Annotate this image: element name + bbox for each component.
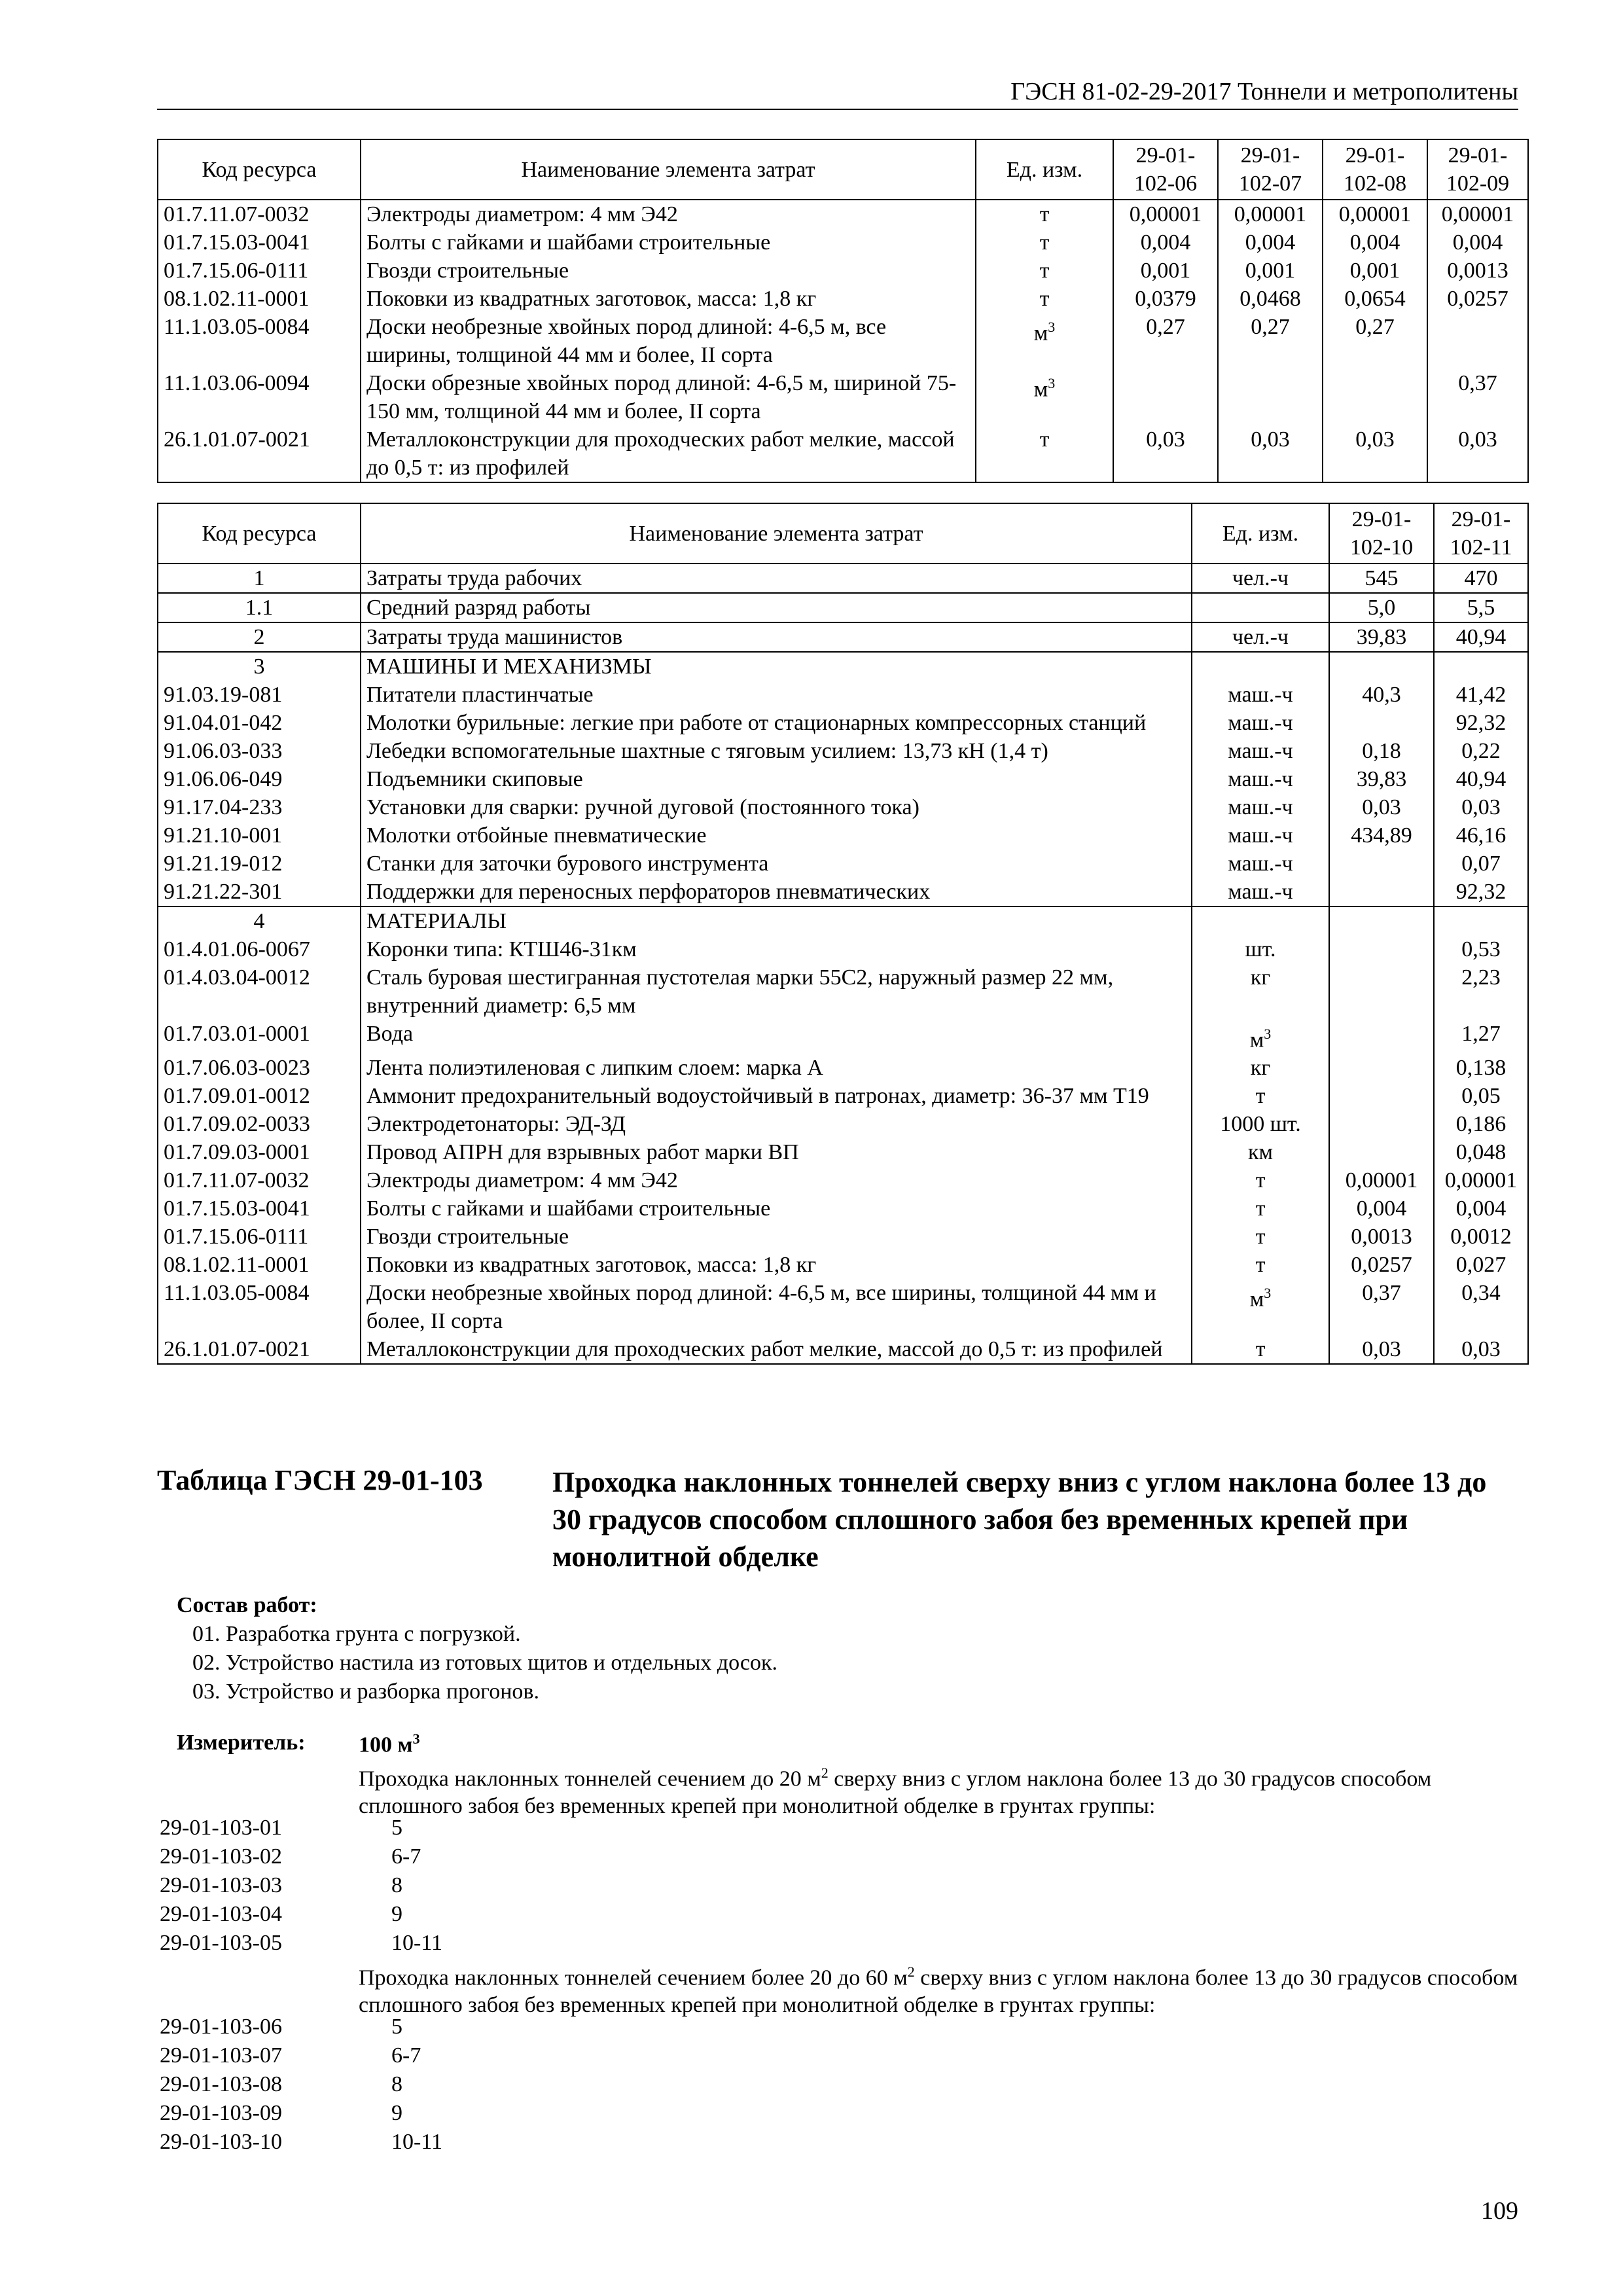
cell-unit: кг [1192,1054,1329,1082]
measure-item-code: 29-01-103-03 [160,1873,282,1897]
measure-description-1: Проходка наклонных тоннелей сечением до 20 $м^2$ сверху вниз с углом наклона более 13 до 30 градусов способом сплошного забоя без временных крепей при монолитной обделке в грунтах группы: [359,1765,1432,1819]
header-code: Код ресурса [158,503,361,564]
cell-unit [1192,652,1329,681]
cell-name: Молотки бурильные: легкие при работе от стационарных компрессорных станций [361,709,1192,737]
cell-value [1329,1138,1434,1166]
cell-value: 0,048 [1434,1138,1528,1166]
cell-code: 08.1.02.11-0001 [158,1251,361,1279]
table-row [158,1251,1528,1279]
table-row [158,564,1528,593]
cell-value: 40,94 [1434,622,1528,652]
cell-value: 0,0654 [1323,285,1427,313]
cell-name: Установки для сварки: ручной дуговой (постоянного тока) [361,793,1192,821]
cell-unit: $м^3$ [976,313,1113,369]
header-name: Наименование элемента затрат [361,503,1192,564]
cell-value: 0,03 [1434,1335,1528,1364]
measure-item-group: 9 [391,2101,402,2125]
cell-code: 91.04.01-042 [158,709,361,737]
table-row [158,1054,1528,1082]
cell-name: Молотки отбойные пневматические [361,821,1192,850]
cell-name: Гвозди строительные [361,257,976,285]
table-row [158,257,1528,285]
table-header-row [158,139,1528,200]
resource-table-1 [157,139,1529,483]
cell-value: 0,00001 [1427,200,1528,228]
table-row [158,1335,1528,1364]
cell-value: 0,0468 [1218,285,1323,313]
header-unit: Ед. изм. [1192,503,1329,564]
cell-value: 0,004 [1329,1194,1434,1223]
cell-name: Лента полиэтиленовая с липким слоем: марка А [361,1054,1192,1082]
table-row [158,652,1528,681]
cell-name: Болты с гайками и шайбами строительные [361,1194,1192,1223]
cell-value: 40,3 [1329,681,1434,709]
cell-name: Поковки из квадратных заготовок, масса: 1,8 кг [361,285,976,313]
measure-item-code: 29-01-103-04 [160,1902,282,1926]
cell-unit: 1000 шт. [1192,1110,1329,1138]
measure-item-group: 10-11 [391,1931,443,1955]
header-name: Наименование элемента затрат [361,139,976,200]
cell-name: Поковки из квадратных заготовок, масса: 1,8 кг [361,1251,1192,1279]
cell-unit: чел.-ч [1192,622,1329,652]
cell-name: Металлоконструкции для проходческих работ мелкие, массой до 0,5 т: из профилей [361,425,976,482]
cell-unit: $м^3$ [1192,1020,1329,1054]
table-header-row [158,503,1528,564]
cell-value: 0,0012 [1434,1223,1528,1251]
cell-code: 01.7.11.07-0032 [158,1166,361,1194]
cell-value: 0,00001 [1113,200,1218,228]
cell-unit: маш.-ч [1192,681,1329,709]
cell-code: 01.7.09.02-0033 [158,1110,361,1138]
work-composition-heading: Состав работ: [177,1593,317,1617]
cell-value [1329,906,1434,935]
cell-name: Электроды диаметром: 4 мм Э42 [361,1166,1192,1194]
measure-item-code: 29-01-103-07 [160,2043,282,2068]
cell-unit: т [1192,1194,1329,1223]
cell-value: 434,89 [1329,821,1434,850]
header-rule [157,109,1518,110]
cell-name: Металлоконструкции для проходческих работ мелкие, массой до 0,5 т: из профилей [361,1335,1192,1364]
table-row [158,737,1528,765]
measure-item-group: 10-11 [391,2130,443,2154]
header-col: 29-01-102-06 [1113,139,1218,200]
cell-unit: т [976,257,1113,285]
cell-value: 0,186 [1434,1110,1528,1138]
cell-value: 545 [1329,564,1434,593]
cell-value [1329,709,1434,737]
cell-name: Доски необрезные хвойных пород длиной: 4-6,5 м, все ширины, толщиной 44 мм и более, II сорта [361,1279,1192,1335]
cell-value [1329,878,1434,906]
cell-value: 0,0257 [1427,285,1528,313]
cell-code: 01.7.15.03-0041 [158,228,361,257]
table-row [158,285,1528,313]
table-body [158,564,1528,1364]
cell-value: 1,27 [1434,1020,1528,1054]
table-row [158,313,1528,369]
cell-value: 0,03 [1427,425,1528,482]
measure-item-code: 29-01-103-08 [160,2072,282,2096]
measure-description-2: Проходка наклонных тоннелей сечением более 20 до 60 $м^2$ сверху вниз с углом наклона более 13 до 30 градусов способом сплошного забоя без временных крепей при монолитной обделке в грунтах группы: [359,1964,1518,2018]
resource-table-2 [157,503,1529,1365]
cell-name: Электродетонаторы: ЭД-ЗД [361,1110,1192,1138]
cell-unit: т [1192,1251,1329,1279]
cell-unit: т [976,228,1113,257]
work-step: 03. Устройство и разборка прогонов. [192,1679,539,1704]
table-row [158,906,1528,935]
cell-value [1218,369,1323,425]
measure-item-group: 6-7 [391,2043,421,2068]
cell-code: 4 [158,906,361,935]
table-row [158,1194,1528,1223]
cell-code: 01.7.09.03-0001 [158,1138,361,1166]
cell-value: 0,27 [1323,313,1427,369]
cell-name: Болты с гайками и шайбами строительные [361,228,976,257]
cell-value [1329,1082,1434,1110]
cell-value: 46,16 [1434,821,1528,850]
cell-code: 3 [158,652,361,681]
table-row [158,765,1528,793]
cell-value: 0,001 [1113,257,1218,285]
table-row [158,963,1528,1020]
cell-name: Затраты труда рабочих [361,564,1192,593]
header-unit: Ед. изм. [976,139,1113,200]
cell-unit: т [1192,1166,1329,1194]
cell-unit: маш.-ч [1192,737,1329,765]
cell-value [1329,1020,1434,1054]
cell-value: 0,027 [1434,1251,1528,1279]
cell-code: 91.21.10-001 [158,821,361,850]
cell-value: 39,83 [1329,765,1434,793]
cell-value [1323,369,1427,425]
page-number: 109 [1481,2197,1518,2225]
cell-name: МАШИНЫ И МЕХАНИЗМЫ [361,652,1192,681]
cell-code: 01.7.09.01-0012 [158,1082,361,1110]
cell-name: Станки для заточки бурового инструмента [361,850,1192,878]
cell-value: 92,32 [1434,878,1528,906]
cell-unit: т [976,200,1113,228]
cell-unit: т [1192,1223,1329,1251]
cell-code: 26.1.01.07-0021 [158,1335,361,1364]
table-row [158,1279,1528,1335]
running-header: ГЭСН 81-02-29-2017 Тоннели и метрополитены [1010,78,1518,105]
measure-item-code: 29-01-103-01 [160,1816,282,1840]
cell-value: 0,03 [1323,425,1427,482]
measure-item-group: 6-7 [391,1844,421,1869]
measure-item-code: 29-01-103-06 [160,2015,282,2039]
cell-name: Провод АПРН для взрывных работ марки ВП [361,1138,1192,1166]
cell-value: 0,27 [1218,313,1323,369]
cell-unit [1192,593,1329,622]
table-row [158,1110,1528,1138]
cell-value: 0,0257 [1329,1251,1434,1279]
cell-code: 01.7.15.06-0111 [158,257,361,285]
cell-value [1427,313,1528,369]
cell-value: 470 [1434,564,1528,593]
table-row [158,200,1528,228]
cell-code: 91.17.04-233 [158,793,361,821]
table-row [158,1020,1528,1054]
cell-unit: т [1192,1082,1329,1110]
cell-value: 0,00001 [1329,1166,1434,1194]
table-row [158,709,1528,737]
cell-unit: шт. [1192,935,1329,963]
cell-value: 5,0 [1329,593,1434,622]
cell-value [1329,963,1434,1020]
cell-value: 0,0379 [1113,285,1218,313]
cell-value [1434,652,1528,681]
cell-value [1113,369,1218,425]
cell-code: 11.1.03.05-0084 [158,313,361,369]
cell-name: Подъемники скиповые [361,765,1192,793]
cell-value: 0,37 [1329,1279,1434,1335]
measure-item-code: 29-01-103-05 [160,1931,282,1955]
cell-value: 39,83 [1329,622,1434,652]
cell-code: 91.21.19-012 [158,850,361,878]
measure-unit: 100 $м^3$ [359,1731,420,1757]
header-code: Код ресурса [158,139,361,200]
cell-code: 26.1.01.07-0021 [158,425,361,482]
cell-unit: км [1192,1138,1329,1166]
cell-value: 0,07 [1434,850,1528,878]
cell-unit: т [976,285,1113,313]
cell-code: 1.1 [158,593,361,622]
cell-unit: маш.-ч [1192,765,1329,793]
cell-code: 01.7.06.03-0023 [158,1054,361,1082]
cell-name: Лебедки вспомогательные шахтные с тяговым усилием: 13,73 кН (1,4 т) [361,737,1192,765]
table-row [158,622,1528,652]
cell-unit [1192,906,1329,935]
cell-value: 0,00001 [1434,1166,1528,1194]
table-row [158,425,1528,482]
cell-value: 0,004 [1218,228,1323,257]
table-caption-text: Проходка наклонных тоннелей сверху вниз с углом наклона более 13 до 30 градусов способом сплошного забоя без временных крепей при монолитной обделке [552,1466,1487,1573]
cell-value: 0,34 [1434,1279,1528,1335]
work-step: 02. Устройство настила из готовых щитов и отдельных досок. [192,1651,778,1675]
cell-value [1329,935,1434,963]
cell-code: 91.03.19-081 [158,681,361,709]
table-row [158,1223,1528,1251]
cell-value: 0,001 [1323,257,1427,285]
table-row [158,935,1528,963]
table-caption-label: Таблица ГЭСН 29-01-103 [157,1464,483,1496]
table-row [158,850,1528,878]
measure-item-group: 9 [391,1902,402,1926]
measure-item-group: 5 [391,2015,402,2039]
measure-item-group: 8 [391,2072,402,2096]
cell-value: 0,03 [1218,425,1323,482]
table-row [158,821,1528,850]
cell-unit: кг [1192,963,1329,1020]
cell-code: 01.7.15.03-0041 [158,1194,361,1223]
cell-value [1329,652,1434,681]
cell-value: 0,22 [1434,737,1528,765]
cell-value: 41,42 [1434,681,1528,709]
cell-name: МАТЕРИАЛЫ [361,906,1192,935]
header-col: 29-01-102-08 [1323,139,1427,200]
header-col: 29-01-102-09 [1427,139,1528,200]
measure-item-code: 29-01-103-09 [160,2101,282,2125]
cell-value: 2,23 [1434,963,1528,1020]
cell-code: 01.4.03.04-0012 [158,963,361,1020]
table-row [158,793,1528,821]
cell-value: 0,004 [1427,228,1528,257]
cell-value: 0,03 [1434,793,1528,821]
cell-code: 11.1.03.05-0084 [158,1279,361,1335]
cell-value: 0,27 [1113,313,1218,369]
cell-unit: $м^3$ [1192,1279,1329,1335]
measure-item-group: 8 [391,1873,402,1897]
cell-code: 11.1.03.06-0094 [158,369,361,425]
cell-code: 91.06.06-049 [158,765,361,793]
cell-code: 01.7.03.01-0001 [158,1020,361,1054]
cell-name: Вода [361,1020,1192,1054]
cell-value: 0,00001 [1323,200,1427,228]
cell-name: Доски необрезные хвойных пород длиной: 4-6,5 м, все ширины, толщиной 44 мм и более, II сорта [361,313,976,369]
cell-name: Аммонит предохранительный водоустойчивый в патронах, диаметр: 36-37 мм Т19 [361,1082,1192,1110]
cell-unit: т [976,425,1113,482]
table-row [158,1138,1528,1166]
cell-unit: маш.-ч [1192,793,1329,821]
cell-unit: маш.-ч [1192,850,1329,878]
table-row [158,681,1528,709]
cell-name: Питатели пластинчатые [361,681,1192,709]
cell-value: 0,05 [1434,1082,1528,1110]
cell-name: Электроды диаметром: 4 мм Э42 [361,200,976,228]
cell-code: 01.4.01.06-0067 [158,935,361,963]
cell-unit: маш.-ч [1192,821,1329,850]
cell-name: Сталь буровая шестигранная пустотелая марки 55С2, наружный размер 22 мм, внутренний диаметр: 6,5 мм [361,963,1192,1020]
cell-code: 08.1.02.11-0001 [158,285,361,313]
cell-value: 0,03 [1329,1335,1434,1364]
header-col: 29-01-102-07 [1218,139,1323,200]
table-row [158,593,1528,622]
cell-code: 01.7.11.07-0032 [158,200,361,228]
cell-value: 0,03 [1113,425,1218,482]
measure-item-group: 5 [391,1816,402,1840]
cell-value: 92,32 [1434,709,1528,737]
cell-value [1329,1110,1434,1138]
cell-name: Поддержки для переносных перфораторов пневматических [361,878,1192,906]
cell-value: 0,37 [1427,369,1528,425]
cell-value: 0,004 [1113,228,1218,257]
table-row [158,1166,1528,1194]
cell-value: 0,0013 [1329,1223,1434,1251]
table-body [158,200,1528,482]
header-col: 29-01-102-10 [1329,503,1434,564]
header-col: 29-01-102-11 [1434,503,1528,564]
table-row [158,228,1528,257]
measure-item-code: 29-01-103-10 [160,2130,282,2154]
cell-code: 91.21.22-301 [158,878,361,906]
cell-code: 1 [158,564,361,593]
cell-name: Доски обрезные хвойных пород длиной: 4-6,5 м, шириной 75-150 мм, толщиной 44 мм и более, II сорта [361,369,976,425]
measure-label: Измеритель: [177,1731,306,1755]
cell-unit: маш.-ч [1192,709,1329,737]
table-row [158,878,1528,906]
measure-item-code: 29-01-103-02 [160,1844,282,1869]
cell-name: Затраты труда машинистов [361,622,1192,652]
cell-value: 0,00001 [1218,200,1323,228]
cell-code: 01.7.15.06-0111 [158,1223,361,1251]
table-row [158,1082,1528,1110]
cell-value: 0,18 [1329,737,1434,765]
cell-unit: маш.-ч [1192,878,1329,906]
work-step: 01. Разработка грунта с погрузкой. [192,1622,521,1646]
cell-value: 0,138 [1434,1054,1528,1082]
cell-value [1329,850,1434,878]
cell-unit: $м^3$ [976,369,1113,425]
cell-value: 40,94 [1434,765,1528,793]
cell-name: Средний разряд работы [361,593,1192,622]
cell-value: 0,03 [1329,793,1434,821]
cell-value: 0,0013 [1427,257,1528,285]
cell-value: 5,5 [1434,593,1528,622]
cell-value: 0,004 [1434,1194,1528,1223]
cell-value: 0,53 [1434,935,1528,963]
cell-code: 91.06.03-033 [158,737,361,765]
cell-unit: т [1192,1335,1329,1364]
cell-unit: чел.-ч [1192,564,1329,593]
cell-value [1434,906,1528,935]
cell-code: 2 [158,622,361,652]
cell-name: Коронки типа: КТШ46-31км [361,935,1192,963]
cell-value [1329,1054,1434,1082]
cell-value: 0,001 [1218,257,1323,285]
table-row [158,369,1528,425]
cell-value: 0,004 [1323,228,1427,257]
cell-name: Гвозди строительные [361,1223,1192,1251]
